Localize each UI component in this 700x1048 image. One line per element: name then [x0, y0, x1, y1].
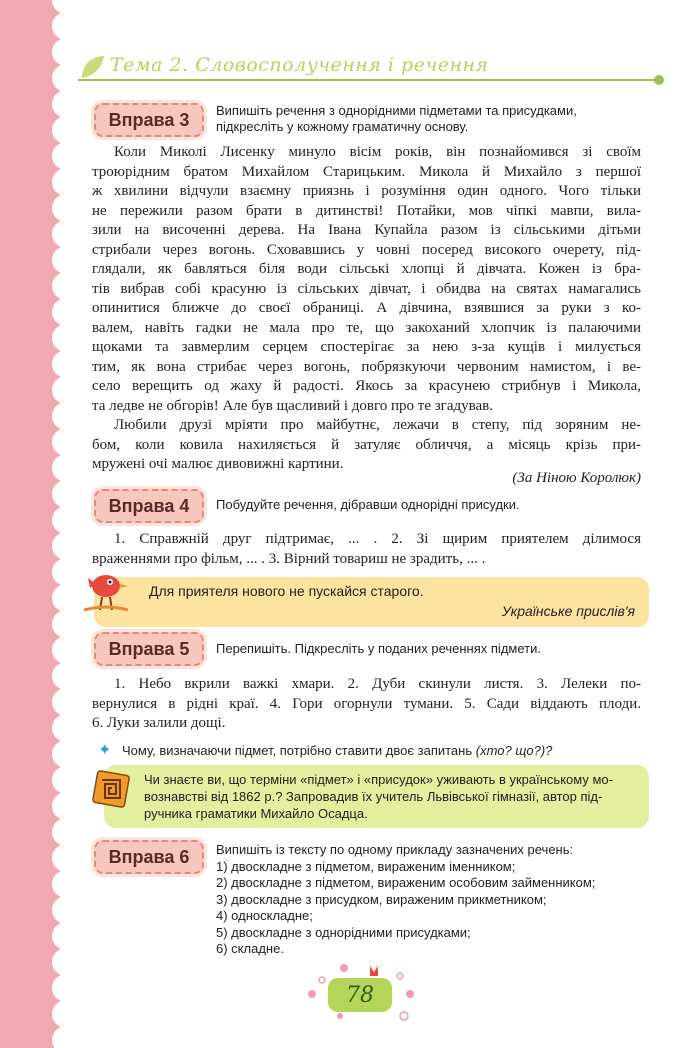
- question-main: Чому, визначаючи підмет, потрібно ставити двоє запитань: [122, 743, 473, 758]
- section-title: Тема 2. Словосполучення і речення: [110, 54, 489, 76]
- text-line: мружені очі малює дивовижні картини.: [92, 456, 344, 472]
- text-line: щоками та завмерлим серцем спостерігає за нею з-за кущів і милується: [92, 339, 641, 355]
- exercise-3-task: [216, 103, 646, 135]
- question-hint: (хто? що?)?: [475, 743, 553, 758]
- decorative-side-strip: [0, 0, 62, 1048]
- exercise-6-item: 4) односкладне;: [216, 908, 313, 923]
- dot-icon: [652, 73, 666, 87]
- text-line: та ледве не обгорів! Але був щасливий і довго про те згадував.: [92, 397, 493, 414]
- header-divider: [78, 79, 663, 81]
- text-line: не пережили разом брати в дитинстві! Потайки, мов чіпкі мавпи, вила-: [92, 202, 641, 219]
- did-you-know-text: [144, 771, 639, 822]
- exercise-4-text: [92, 530, 641, 569]
- text-line: 6. Луки залили дощі.: [92, 715, 226, 731]
- text-line: 1. Справжній друг підтримає, ... . 2. Зі щирим приятелем ділимося: [114, 531, 641, 547]
- text-source: (За Ніною Королюк): [512, 470, 641, 486]
- proverb-text: Для приятеля нового не пускайся старого.: [149, 583, 424, 599]
- exercise-6-item: 2) двоскладне з підметом, вираженим особовим займенником;: [216, 875, 596, 890]
- exercise-5-text: [92, 675, 641, 734]
- text-line: тим, як вона стрибає через вогонь, побрязкуючи червоним намистом, і ве-: [92, 358, 641, 375]
- text-line: бом, коли ковила нахиляється й затуляє обличчя, а місяць крізь при-: [92, 436, 641, 453]
- text-line: глядали, як бавляться біля води сільські хлопці й дівчата. Кожен із бра-: [92, 261, 641, 277]
- text-line: враженнями про фільм, ... . 3. Вірний товариш не зрадить, ... .: [92, 550, 486, 567]
- exercise-6-badge: Вправа 6: [94, 840, 204, 874]
- text-line: стрибали через вогонь. Сховавшись у човні посеред високого очерету, під-: [92, 241, 641, 258]
- text-line: ж хвилини відчули взаємну приязнь і розуміння один одного. Чого тільки: [92, 183, 641, 199]
- exercise-6-item: 6) складне.: [216, 941, 284, 956]
- text-line: Любили друзі мріяти про майбутнє, лежачи в степу, під зоряним не-: [114, 417, 641, 433]
- did-you-know-line: ручника граматики Михайло Осадца.: [144, 806, 368, 821]
- bird-icon: [82, 570, 130, 614]
- did-you-know-box: [104, 765, 649, 828]
- star-icon: ✦: [98, 742, 112, 759]
- spiral-icon: [92, 770, 130, 808]
- text-line: тів вибрав собі красуню із сільських дівчат, і обидва на святах намагались: [92, 280, 641, 297]
- text-line: зили на височенні дерева. На Івана Купайла разом із сільськими дітьми: [92, 222, 641, 238]
- scalloped-edge: [0, 0, 62, 1048]
- exercise-5-task: Перепишіть. Підкресліть у поданих реченнях підмети.: [216, 641, 541, 656]
- exercise-6-item: 1) двоскладне з підметом, вираженим іменником;: [216, 858, 516, 874]
- text-line: опинитися ближче до своєї обраниці. А дівчина, взявшися за руки з ко-: [92, 300, 641, 316]
- text-line: валем, навіть гадки не мала про те, що закоханий хлопчик із палаючими: [92, 319, 641, 336]
- text-line: 1. Небо вкрили важкі хмари. 2. Дуби скинули листя. 3. Лелеки по-: [114, 676, 641, 692]
- exercise-4-task: Побудуйте речення, дібравши однорідні присудки.: [216, 497, 520, 512]
- text-line: троюрідним братом Михайлом Старицьким. Микола й Михайло з першої: [92, 163, 641, 180]
- proverb-source: Українське прислів'я: [501, 603, 635, 619]
- text-line: вернулися в рідні краї. 4. Гори огорнули тумани. 5. Сади віддають плоди.: [92, 695, 641, 712]
- page-header: [78, 52, 663, 92]
- text-line: Коли Миколі Лисенку минуло вісім років, він познайомився зі своїм: [114, 144, 641, 160]
- exercise-5-badge: Вправа 5: [94, 632, 204, 666]
- did-you-know-line: Чи знаєте ви, що терміни «підмет» і «присудок» уживають в українському мо-: [144, 772, 613, 787]
- exercise-6-item: 5) двоскладне з однорідними присудками;: [216, 924, 471, 940]
- question-text: [122, 743, 552, 758]
- exercise-6-list: [216, 842, 595, 958]
- did-you-know-line: вознавстві від 1862 р.? Запровадив їх учитель Львівської гімназії, автор під-: [144, 789, 603, 804]
- exercise-3-badge: Вправа 3: [94, 103, 204, 137]
- exercise-3-task-line: Випишіть речення з однорідними підметами та присудками,: [216, 103, 577, 118]
- leaf-icon: [78, 52, 108, 82]
- exercise-4-badge: Вправа 4: [94, 489, 204, 523]
- exercise-3-task-line: підкресліть у кожному граматичну основу.: [216, 119, 469, 134]
- proverb-box: [94, 577, 649, 627]
- page-number: 78: [328, 978, 392, 1012]
- text-line: село верещить од жаху й радості. Якось за красунею стрибнув і Микола,: [92, 378, 641, 394]
- exercise-6-item: 3) двоскладне з присудком, вираженим прикметником;: [216, 891, 547, 907]
- exercise-3-text: [92, 143, 641, 475]
- exercise-6-task: Випишіть із тексту по одному прикладу зазначених речень:: [216, 842, 574, 857]
